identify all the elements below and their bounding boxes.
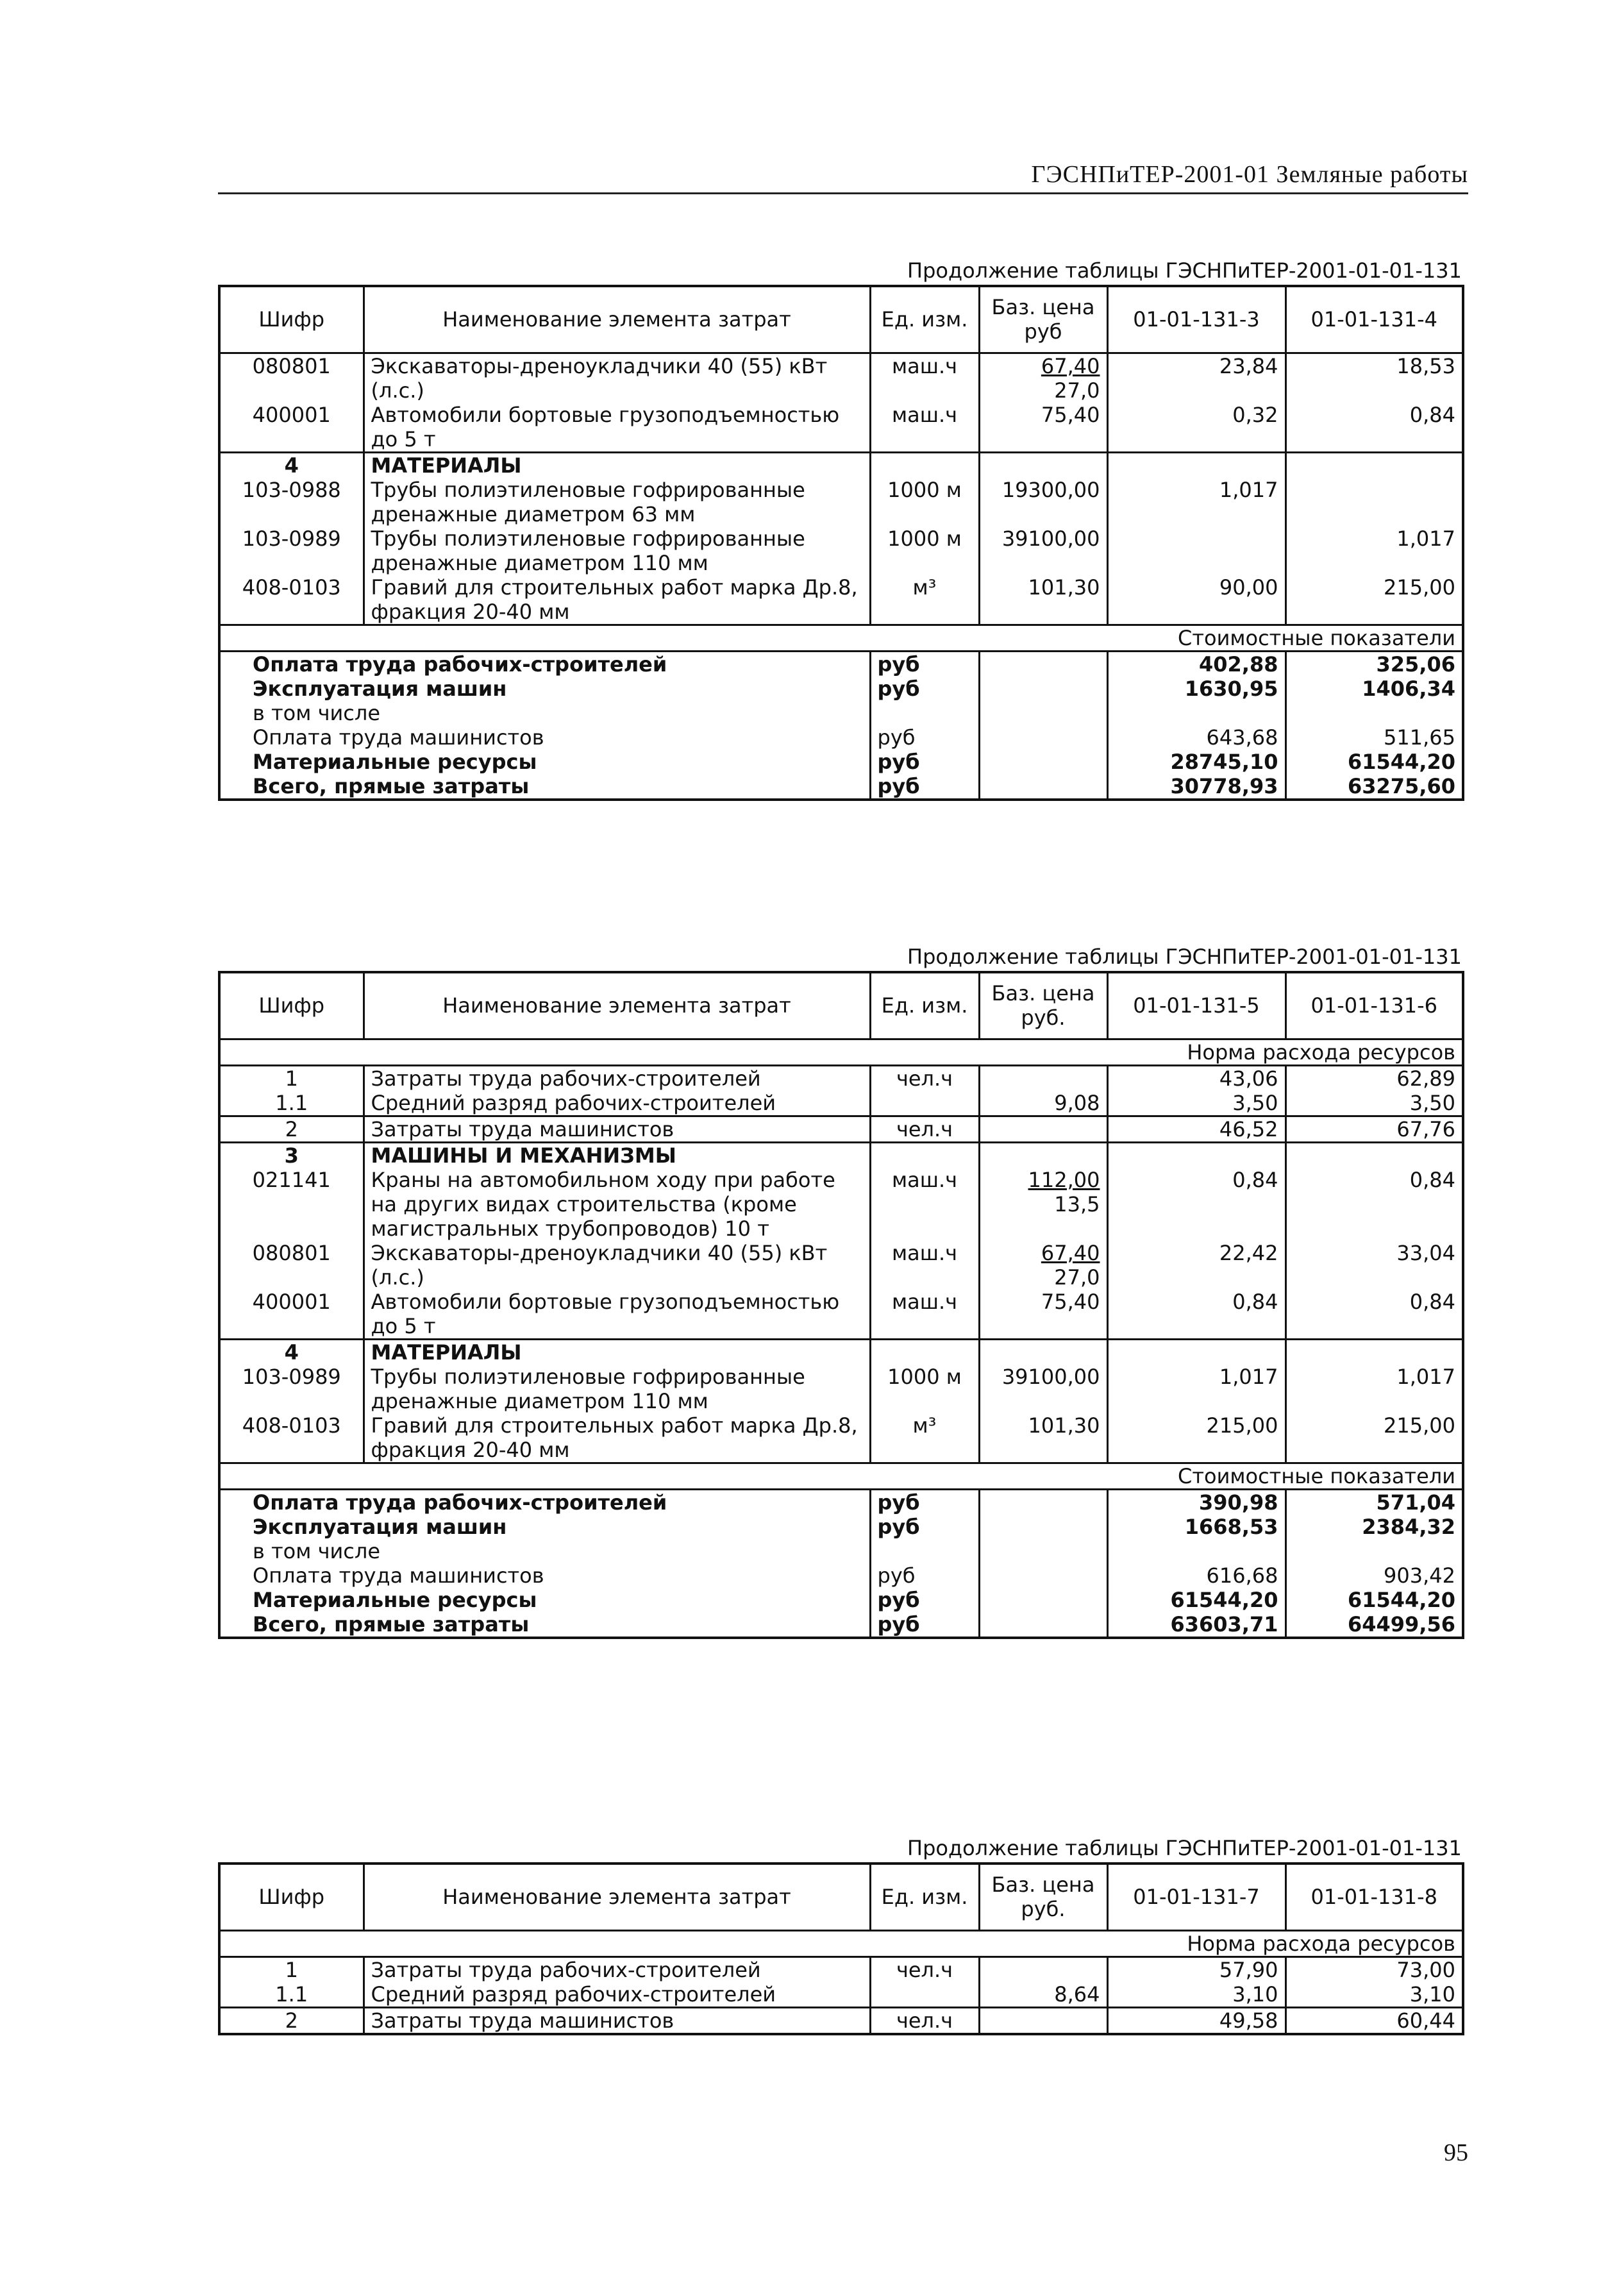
header-price: Баз. цена руб <box>979 286 1107 353</box>
price-underlined: 67,40 <box>1041 353 1100 378</box>
row-col-a: 1,017 <box>1107 478 1285 526</box>
row-price: 39100,00 <box>979 1365 1107 1413</box>
table-row <box>219 353 1463 403</box>
summary-unit: руб <box>870 750 979 774</box>
table-row <box>219 1365 1463 1413</box>
price-lower: 27,0 <box>1054 378 1100 403</box>
summary-price <box>979 701 1107 725</box>
row-name: Затраты труда машинистов <box>364 1116 870 1142</box>
row-col-a: 46,52 <box>1107 1116 1285 1142</box>
summary-col-b <box>1285 1539 1463 1563</box>
row-col-b: 60,44 <box>1285 2007 1463 2034</box>
summary-col-a: 390,98 <box>1107 1489 1285 1515</box>
row-name: Гравий для строительных работ марка Др.8, фракция 20-40 мм <box>364 575 870 625</box>
summary-unit: руб <box>870 677 979 701</box>
row-price <box>979 2007 1107 2034</box>
summary-col-a: 63603,71 <box>1107 1612 1285 1638</box>
row-col-a: 49,58 <box>1107 2007 1285 2034</box>
cost-table <box>218 285 1464 801</box>
row-name: Затраты труда машинистов <box>364 2007 870 2034</box>
header-rule <box>218 192 1468 194</box>
summary-row <box>219 701 1463 725</box>
summary-row <box>219 1489 1463 1515</box>
row-col-b: 67,76 <box>1285 1116 1463 1142</box>
summary-unit <box>870 701 979 725</box>
row-price <box>979 1065 1107 1091</box>
cost-label: Стоимостные показатели <box>219 625 1463 651</box>
header-col-b: 01-01-131-8 <box>1285 1864 1463 1930</box>
header-col-a: 01-01-131-7 <box>1107 1864 1285 1930</box>
summary-unit: руб <box>870 1588 979 1612</box>
header-col-b: 01-01-131-4 <box>1285 286 1463 353</box>
row-code: 1.1 <box>275 1982 308 2007</box>
summary-col-b: 2384,32 <box>1285 1515 1463 1539</box>
table-row <box>219 1116 1463 1142</box>
row-name: Трубы полиэтиленовые гофрированные дренажные диаметром 110 мм <box>364 1365 870 1413</box>
summary-row <box>219 1515 1463 1539</box>
summary-label: Оплата труда рабочих-строителей <box>253 652 667 677</box>
row-code: 080801 <box>252 353 331 378</box>
table-row <box>219 478 1463 526</box>
row-price <box>979 1168 1107 1241</box>
table-row <box>219 1091 1463 1116</box>
summary-unit: руб <box>870 725 979 750</box>
table-row <box>219 575 1463 625</box>
row-unit: чел.ч <box>870 2007 979 2034</box>
row-name: Автомобили бортовые грузоподъемностью до 5 т <box>364 403 870 453</box>
row-name: Экскаваторы-дреноукладчики 40 (55) кВт (л.с.) <box>364 1241 870 1290</box>
row-name: МАШИНЫ И МЕХАНИЗМЫ <box>364 1142 870 1168</box>
summary-col-b: 61544,20 <box>1285 1588 1463 1612</box>
row-col-a: 0,32 <box>1107 403 1285 453</box>
page-number: 95 <box>1444 2139 1468 2166</box>
row-name: Средний разряд рабочих-строителей <box>364 1982 870 2008</box>
summary-price <box>979 1515 1107 1539</box>
summary-unit: руб <box>870 1612 979 1638</box>
row-name: МАТЕРИАЛЫ <box>364 1339 870 1365</box>
table-row <box>219 1290 1463 1340</box>
summary-unit: руб <box>870 774 979 800</box>
row-col-a <box>1107 1339 1285 1365</box>
row-unit: маш.ч <box>870 353 979 403</box>
row-unit <box>870 1091 979 1116</box>
row-code: 103-0988 <box>242 477 341 502</box>
row-name: Трубы полиэтиленовые гофрированные дренажные диаметром 63 мм <box>364 478 870 526</box>
header-price: Баз. цена руб. <box>979 1864 1107 1930</box>
summary-row <box>219 1612 1463 1638</box>
summary-price <box>979 774 1107 800</box>
row-price: 75,40 <box>979 1290 1107 1340</box>
row-col-b: 0,84 <box>1285 403 1463 453</box>
summary-label: Эксплуатация машин <box>253 676 507 701</box>
header-unit: Ед. изм. <box>870 286 979 353</box>
summary-col-a: 28745,10 <box>1107 750 1285 774</box>
row-unit: чел.ч <box>870 1116 979 1142</box>
summary-row <box>219 1539 1463 1563</box>
summary-col-b: 63275,60 <box>1285 774 1463 800</box>
row-code: 021141 <box>252 1167 331 1192</box>
table-row <box>219 1413 1463 1463</box>
header-col-a: 01-01-131-3 <box>1107 286 1285 353</box>
row-col-b: 73,00 <box>1285 1956 1463 1982</box>
document-header-title: ГЭСНПиТЕР-2001-01 Земляные работы <box>1031 161 1468 188</box>
summary-label: в том числе <box>253 1538 380 1563</box>
row-unit: чел.ч <box>870 1065 979 1091</box>
row-code: 400001 <box>252 1289 331 1314</box>
header-code: Шифр <box>219 972 364 1039</box>
summary-row <box>219 1588 1463 1612</box>
header-col-b: 01-01-131-6 <box>1285 972 1463 1039</box>
row-unit: маш.ч <box>870 1241 979 1290</box>
summary-row <box>219 725 1463 750</box>
row-price: 8,64 <box>979 1982 1107 2008</box>
summary-label: Оплата труда машинистов <box>253 1563 544 1588</box>
row-col-a: 0,84 <box>1107 1168 1285 1241</box>
summary-unit: руб <box>870 1563 979 1588</box>
summary-col-a <box>1107 701 1285 725</box>
summary-price <box>979 750 1107 774</box>
row-col-b <box>1285 1339 1463 1365</box>
header-code: Шифр <box>219 1864 364 1930</box>
summary-col-b: 61544,20 <box>1285 750 1463 774</box>
row-name: Затраты труда рабочих-строителей <box>364 1065 870 1091</box>
summary-label: в том числе <box>253 700 380 725</box>
header-code: Шифр <box>219 286 364 353</box>
row-col-b: 1,017 <box>1285 1365 1463 1413</box>
row-price <box>979 353 1107 403</box>
row-col-a: 3,50 <box>1107 1091 1285 1116</box>
header-name: Наименование элемента затрат <box>364 1864 870 1930</box>
summary-price <box>979 1539 1107 1563</box>
row-unit <box>870 1339 979 1365</box>
row-unit: маш.ч <box>870 1290 979 1340</box>
table-caption: Продолжение таблицы ГЭСНПиТЕР-2001-01-01-131 <box>907 1836 1462 1860</box>
summary-col-b: 903,42 <box>1285 1563 1463 1588</box>
price-lower: 27,0 <box>1054 1265 1100 1290</box>
row-col-b: 0,84 <box>1285 1168 1463 1241</box>
summary-col-a: 643,68 <box>1107 725 1285 750</box>
norm-label: Норма расхода ресурсов <box>219 1039 1463 1065</box>
summary-row <box>219 677 1463 701</box>
row-col-b: 0,84 <box>1285 1290 1463 1340</box>
row-name: Экскаваторы-дреноукладчики 40 (55) кВт (л.с.) <box>364 353 870 403</box>
table-row <box>219 403 1463 453</box>
row-col-b: 1,017 <box>1285 526 1463 575</box>
row-price <box>979 1956 1107 1982</box>
summary-row <box>219 1563 1463 1588</box>
row-price <box>979 1116 1107 1142</box>
row-price: 19300,00 <box>979 478 1107 526</box>
price-underlined: 67,40 <box>1041 1240 1100 1265</box>
row-name: Средний разряд рабочих-строителей <box>364 1091 870 1116</box>
resource-table-1 <box>218 257 1462 801</box>
header-col-a: 01-01-131-5 <box>1107 972 1285 1039</box>
row-unit: маш.ч <box>870 403 979 453</box>
table-row <box>219 1339 1463 1365</box>
row-name: Автомобили бортовые грузоподъемностью до 5 т <box>364 1290 870 1340</box>
row-code: 080801 <box>252 1240 331 1265</box>
header-unit: Ед. изм. <box>870 972 979 1039</box>
resource-table-3 <box>218 1834 1462 2035</box>
cost-label: Стоимостные показатели <box>219 1463 1463 1489</box>
row-col-a: 22,42 <box>1107 1241 1285 1290</box>
summary-unit: руб <box>870 651 979 677</box>
row-col-a: 3,10 <box>1107 1982 1285 2008</box>
summary-label: Материальные ресурсы <box>253 749 537 774</box>
row-col-a <box>1107 452 1285 478</box>
row-price: 39100,00 <box>979 526 1107 575</box>
table-row <box>219 452 1463 478</box>
row-code: 1 <box>285 1066 298 1091</box>
row-code: 4 <box>219 452 364 478</box>
row-unit: маш.ч <box>870 1168 979 1241</box>
summary-price <box>979 1612 1107 1638</box>
row-unit: чел.ч <box>870 1956 979 1982</box>
row-code: 408-0103 <box>242 575 341 600</box>
row-col-a <box>1107 526 1285 575</box>
summary-col-b <box>1285 701 1463 725</box>
summary-unit: руб <box>870 1515 979 1539</box>
summary-label: Эксплуатация машин <box>253 1514 507 1539</box>
table-row <box>219 1168 1463 1241</box>
row-price: 75,40 <box>979 403 1107 453</box>
row-col-a: 90,00 <box>1107 575 1285 625</box>
row-col-a: 23,84 <box>1107 353 1285 403</box>
row-unit <box>870 1142 979 1168</box>
row-name: Трубы полиэтиленовые гофрированные дренажные диаметром 110 мм <box>364 526 870 575</box>
norm-label: Норма расхода ресурсов <box>219 1930 1463 1956</box>
row-code: 1.1 <box>275 1090 308 1115</box>
row-code: 1 <box>285 1957 298 1982</box>
row-price: 101,30 <box>979 1413 1107 1463</box>
summary-col-b: 571,04 <box>1285 1489 1463 1515</box>
cost-table <box>218 1862 1464 2035</box>
summary-col-b: 325,06 <box>1285 651 1463 677</box>
summary-price <box>979 651 1107 677</box>
row-col-b: 215,00 <box>1285 1413 1463 1463</box>
summary-unit: руб <box>870 1489 979 1515</box>
row-col-b <box>1285 1142 1463 1168</box>
row-code: 3 <box>219 1142 364 1168</box>
table-row <box>219 1982 1463 2008</box>
summary-label: Оплата труда машинистов <box>253 725 544 750</box>
header-name: Наименование элемента затрат <box>364 286 870 353</box>
summary-label: Всего, прямые затраты <box>253 1611 530 1637</box>
row-code: 400001 <box>252 402 331 427</box>
summary-col-a: 1630,95 <box>1107 677 1285 701</box>
row-unit <box>870 1982 979 2008</box>
summary-price <box>979 1563 1107 1588</box>
summary-label: Материальные ресурсы <box>253 1587 537 1612</box>
row-price <box>979 1339 1107 1365</box>
row-code: 4 <box>219 1339 364 1365</box>
table-caption: Продолжение таблицы ГЭСНПиТЕР-2001-01-01-131 <box>907 945 1462 969</box>
price-underlined: 112,00 <box>1028 1167 1100 1192</box>
row-price <box>979 1142 1107 1168</box>
cost-table <box>218 971 1464 1639</box>
summary-label: Всего, прямые затраты <box>253 773 530 798</box>
summary-price <box>979 1489 1107 1515</box>
row-col-b: 18,53 <box>1285 353 1463 403</box>
table-row <box>219 1142 1463 1168</box>
header-name: Наименование элемента затрат <box>364 972 870 1039</box>
row-col-a: 1,017 <box>1107 1365 1285 1413</box>
header-price: Баз. цена руб. <box>979 972 1107 1039</box>
header-unit: Ед. изм. <box>870 1864 979 1930</box>
row-price: 101,30 <box>979 575 1107 625</box>
row-col-b: 215,00 <box>1285 575 1463 625</box>
summary-row <box>219 750 1463 774</box>
row-price: 9,08 <box>979 1091 1107 1116</box>
row-col-b <box>1285 452 1463 478</box>
summary-col-b: 511,65 <box>1285 725 1463 750</box>
summary-col-a: 616,68 <box>1107 1563 1285 1588</box>
summary-col-a: 61544,20 <box>1107 1588 1285 1612</box>
row-unit: м³ <box>870 1413 979 1463</box>
row-name: МАТЕРИАЛЫ <box>364 452 870 478</box>
table-row <box>219 1065 1463 1091</box>
table-row <box>219 1956 1463 1982</box>
row-price <box>979 452 1107 478</box>
summary-unit <box>870 1539 979 1563</box>
summary-label: Оплата труда рабочих-строителей <box>253 1490 667 1515</box>
summary-col-a <box>1107 1539 1285 1563</box>
row-code: 103-0989 <box>242 1364 341 1389</box>
row-code: 2 <box>219 2007 364 2034</box>
summary-row <box>219 774 1463 800</box>
summary-col-a: 30778,93 <box>1107 774 1285 800</box>
row-unit: м³ <box>870 575 979 625</box>
row-name: Краны на автомобильном ходу при работе на других видах строительства (кроме магистральных трубопроводов) 10 т <box>364 1168 870 1241</box>
summary-col-a: 1668,53 <box>1107 1515 1285 1539</box>
summary-col-b: 1406,34 <box>1285 677 1463 701</box>
row-col-b: 62,89 <box>1285 1065 1463 1091</box>
row-code: 408-0103 <box>242 1413 341 1438</box>
row-col-a <box>1107 1142 1285 1168</box>
row-unit: 1000 м <box>870 526 979 575</box>
summary-col-b: 64499,56 <box>1285 1612 1463 1638</box>
row-code: 103-0989 <box>242 526 341 551</box>
table-row <box>219 526 1463 575</box>
summary-col-a: 402,88 <box>1107 651 1285 677</box>
table-row <box>219 1241 1463 1290</box>
row-col-a: 57,90 <box>1107 1956 1285 1982</box>
summary-price <box>979 1588 1107 1612</box>
row-unit: 1000 м <box>870 1365 979 1413</box>
row-col-a: 43,06 <box>1107 1065 1285 1091</box>
row-unit <box>870 452 979 478</box>
row-name: Гравий для строительных работ марка Др.8, фракция 20-40 мм <box>364 1413 870 1463</box>
row-price <box>979 1241 1107 1290</box>
summary-price <box>979 677 1107 701</box>
table-row <box>219 2007 1463 2034</box>
resource-table-2 <box>218 943 1462 1639</box>
row-code: 2 <box>219 1116 364 1142</box>
row-col-b: 3,10 <box>1285 1982 1463 2008</box>
price-lower: 13,5 <box>1054 1191 1100 1216</box>
row-col-b <box>1285 478 1463 526</box>
row-unit: 1000 м <box>870 478 979 526</box>
summary-row <box>219 651 1463 677</box>
row-col-a: 215,00 <box>1107 1413 1285 1463</box>
row-name: Затраты труда рабочих-строителей <box>364 1956 870 1982</box>
row-col-a: 0,84 <box>1107 1290 1285 1340</box>
row-col-b: 33,04 <box>1285 1241 1463 1290</box>
summary-price <box>979 725 1107 750</box>
table-caption: Продолжение таблицы ГЭСНПиТЕР-2001-01-01-131 <box>907 258 1462 283</box>
row-col-b: 3,50 <box>1285 1091 1463 1116</box>
